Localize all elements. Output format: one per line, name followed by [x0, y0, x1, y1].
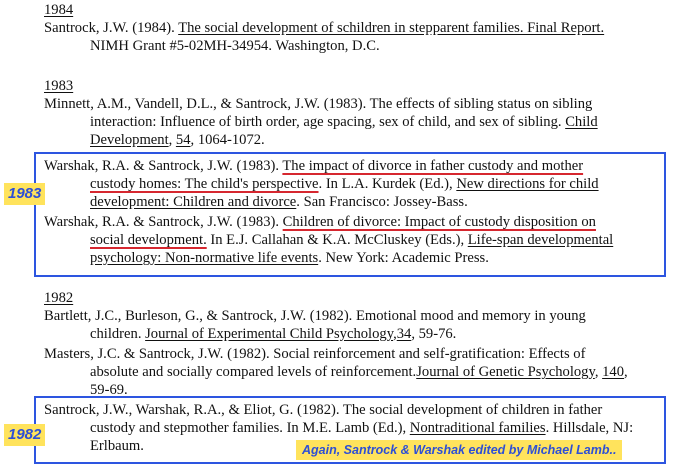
reference-1984-1 [44, 20, 604, 37]
reference-1982-1: Bartlett, J.C., Burleson, G., & Santrock, J.W. (1982). Emotional mood and memory in young [44, 308, 586, 324]
ref-authors: Warshak, R.A. & Santrock, J.W. (1983). [44, 158, 283, 174]
year-heading-1984: 1984 [44, 2, 74, 18]
year-heading-1983: 1983 [44, 78, 74, 94]
ref-editor: In E.J. Callahan & K.A. McCluskey (Eds.), [206, 232, 468, 248]
sep: , [594, 364, 603, 380]
ref-title-cont: custody homes: The child's perspective [90, 176, 319, 192]
reference-1983-2-cont2 [90, 194, 468, 211]
ref-title: The social development of schildren in stepparent families. Final Report. [178, 20, 605, 36]
ref-text: custody and stepmother families. In M.E. Lamb (Ed.), [90, 420, 410, 436]
reference-1983-1-cont [90, 114, 598, 131]
reference-1983-1: Minnett, A.M., Vandell, D.L., & Santrock, J.W. (1983). The effects of sibling status on sibling [44, 96, 593, 112]
year-label-1983: 1983 [4, 183, 45, 205]
year-heading-1982: 1982 [44, 290, 74, 306]
sep: , [393, 326, 397, 342]
ref-authors: Warshak, R.A. & Santrock, J.W. (1983). [44, 214, 283, 230]
journal-name: Journal of Genetic Psychology [416, 364, 595, 380]
reference-1983-1-cont2 [90, 132, 265, 149]
ref-text: absolute and socially compared levels of reinforcement. [90, 364, 417, 380]
year-label-1982: 1982 [4, 424, 45, 446]
pages: , 59-76. [411, 326, 457, 342]
volume: 54 [175, 132, 191, 148]
reference-1983-3-cont [90, 232, 613, 249]
reference-1983-2 [44, 158, 583, 175]
book-title-cont: psychology: Non-normative life events [90, 250, 319, 266]
book-title: Nontraditional families [409, 420, 546, 436]
ref-title: The impact of divorce in father custody and mother [282, 158, 584, 174]
volume: 34 [396, 326, 412, 342]
ref-editor: . In L.A. Kurdek (Ed.), [318, 176, 457, 192]
reference-1982-2-cont2: 59-69. [90, 382, 128, 398]
annotation-note: Again, Santrock & Warshak edited by Michael Lamb.. [296, 440, 622, 460]
reference-1983-2-cont [90, 176, 599, 193]
ref-title: Children of divorce: Impact of custody disposition on [282, 214, 596, 230]
publisher: . New York: Academic Press. [318, 250, 489, 266]
journal-name: Journal of Experimental Child Psychology [145, 326, 394, 342]
publisher: . San Francisco: Jossey-Bass. [296, 194, 468, 210]
ref-text: interaction: Influence of birth order, age spacing, sex of child, and sex of sibling. [90, 114, 566, 130]
reference-1983-3 [44, 214, 596, 231]
reference-1984-1-cont: NIMH Grant #5-02MH-34954. Washington, D.C. [90, 38, 380, 54]
ref-title-cont: social development. [90, 232, 207, 248]
journal-name: Child [565, 114, 598, 130]
ref-text: children. [90, 326, 146, 342]
reference-1982-2: Masters, J.C. & Santrock, J.W. (1982). Social reinforcement and self-gratification: Effects of [44, 346, 586, 362]
book-title-cont: development: Children and divorce [90, 194, 297, 210]
reference-1982-3: Santrock, J.W., Warshak, R.A., & Eliot, G. (1982). The social development of children in father [44, 402, 603, 418]
sep2: , [624, 364, 628, 380]
book-title: Life-span developmental [467, 232, 614, 248]
reference-1982-2-cont [90, 364, 628, 381]
reference-1982-1-cont [90, 326, 456, 343]
ref-authors: Santrock, J.W. (1984). [44, 20, 179, 36]
publisher: . Hillsdale, NJ: [545, 420, 634, 436]
reference-1982-3-cont [90, 420, 633, 437]
sep: , [168, 132, 176, 148]
volume: 140 [602, 364, 625, 380]
reference-1982-3-cont2: Erlbaum. [90, 438, 144, 454]
book-title: New directions for child [456, 176, 599, 192]
reference-1983-3-cont2 [90, 250, 489, 267]
journal-name-cont: Development [90, 132, 169, 148]
pages: , 1064-1072. [190, 132, 265, 148]
